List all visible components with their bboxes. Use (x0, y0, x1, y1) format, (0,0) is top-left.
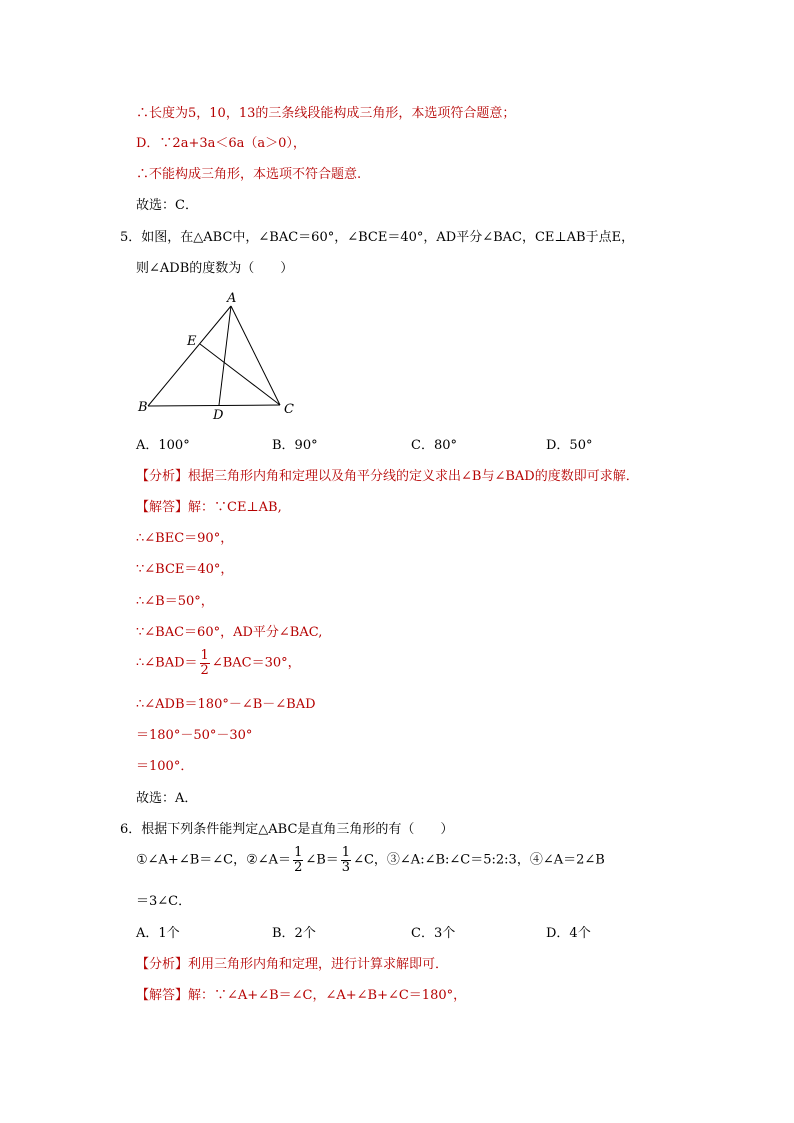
side-ab (148, 306, 231, 406)
q6-conditions-line (136, 846, 605, 875)
fraction-numerator: 1 (294, 845, 303, 860)
label-b: B (138, 400, 148, 415)
q5-option-a: A．100° (136, 438, 190, 453)
q5-bad-eq: ∴∠BAD＝ (136, 655, 198, 671)
q5-solution-line-6 (136, 649, 301, 678)
q5-solution-line-8: ＝180°－50°－30° (136, 728, 253, 743)
prev-answer: 故选：C． (136, 198, 198, 213)
fraction-one-half (293, 846, 303, 875)
fraction-numerator: 1 (341, 845, 351, 860)
q6-option-a: A．1个 (136, 926, 180, 941)
q5-solution-line-1: 【解答】解：∵CE⊥AB, (136, 500, 282, 515)
q6-option-d: D．4个 (546, 926, 591, 941)
fraction-numerator: 1 (200, 648, 209, 663)
q5-solution-line-2: ∴∠BEC＝90°， (136, 531, 234, 546)
fraction-denominator: 2 (200, 663, 209, 678)
q5-answer: 故选：A． (136, 791, 198, 806)
q6-stem-line-3: ＝3∠C． (136, 894, 192, 909)
label-c: C (284, 402, 294, 417)
fraction-half (200, 649, 210, 678)
label-d: D (213, 408, 224, 423)
fraction-denominator: 2 (294, 860, 303, 875)
segment-ad (219, 306, 231, 405)
label-a: A (227, 291, 237, 306)
q6-cond-2b: ∠B＝ (305, 852, 339, 868)
q5-bac-30: ∠BAC＝30°， (211, 655, 301, 671)
q5-solution-line-5: ∵∠BAC＝60°，AD平分∠BAC, (136, 625, 323, 640)
q5-option-d: D．50° (546, 438, 593, 453)
q6-cond-1: ①∠A+∠B＝∠C，② (136, 852, 258, 868)
q6-analysis: 【分析】利用三角形内角和定理，进行计算求解即可． (136, 957, 449, 972)
q5-solution-line-4: ∴∠B＝50°， (136, 594, 214, 609)
q5-solution-line-3: ∵∠BCE＝40°， (136, 562, 234, 577)
q5-option-b: B．90° (272, 438, 318, 453)
q6-option-c: C．3个 (411, 926, 456, 941)
q5-option-c: C．80° (411, 438, 457, 453)
prev-solution-line-2: D．∵2a+3a＜6a（a＞0）， (136, 136, 306, 151)
side-ac (231, 306, 280, 405)
prev-solution-line-1: ∴长度为5，10，13的三条线段能构成三角形，本选项符合题意； (136, 106, 516, 121)
q5-solution-line-7: ∴∠ADB＝180°－∠B－∠BAD (136, 697, 316, 712)
q6-cond-2a: ∠A＝ (257, 852, 292, 868)
q5-solution-line-9: ＝100°． (136, 759, 194, 774)
label-e: E (187, 334, 197, 349)
q6-option-b: B．2个 (272, 926, 316, 941)
q5-analysis: 【分析】根据三角形内角和定理以及角平分线的定义求出∠B与∠BAD的度数即可求解． (136, 469, 639, 484)
fraction-denominator: 3 (341, 860, 351, 875)
q5-stem-line-1: 5．如图，在△ABC中，∠BAC＝60°，∠BCE＝40°，AD平分∠BAC，CE⊥AB于点E， (120, 230, 635, 245)
q6-solution-line-1: 【解答】解：∵∠A+∠B＝∠C，∠A+∠B+∠C＝180°， (136, 988, 467, 1003)
q5-triangle-figure (130, 285, 310, 425)
prev-solution-line-3: ∴不能构成三角形，本选项不符合题意. (136, 167, 362, 182)
segment-ce (200, 344, 280, 405)
q6-cond-2c: ∠C，③∠A:∠B:∠C＝5:2:3，④∠A＝2∠B (353, 852, 605, 868)
fraction-one-third (341, 846, 351, 875)
q6-stem-line-1: 6．根据下列条件能判定△ABC是直角三角形的有（ ） (120, 822, 454, 837)
q5-stem-line-2: 则∠ADB的度数为（ ） (136, 261, 294, 276)
side-bc (148, 405, 280, 406)
